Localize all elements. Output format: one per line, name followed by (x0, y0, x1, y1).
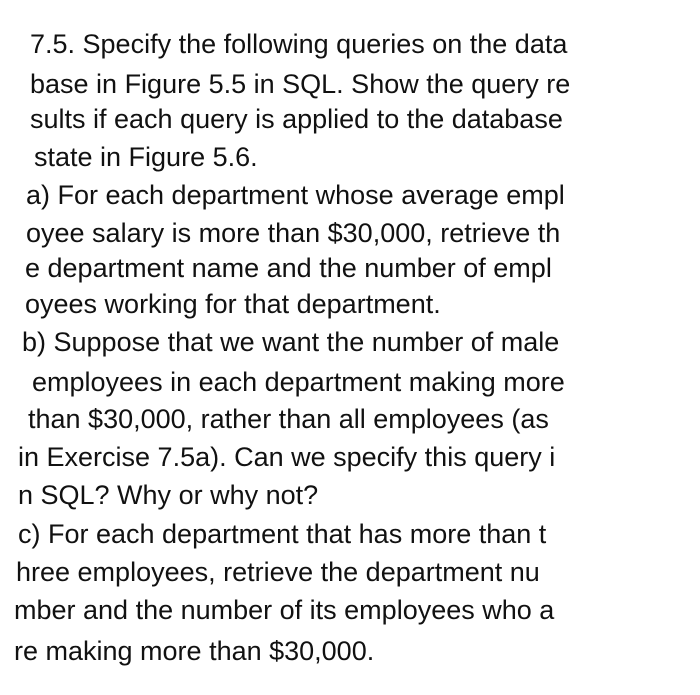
text-line: oyee salary is more than $30,000, retrieve th (26, 218, 561, 248)
text-line: n SQL? Why or why not? (18, 480, 319, 510)
text-line: mber and the number of its employees who a (14, 595, 555, 625)
text-line: hree employees, retrieve the department nu (16, 557, 540, 587)
text-line: e department name and the number of empl (25, 253, 552, 283)
text-line: base in Figure 5.5 in SQL. Show the query re (30, 69, 571, 99)
text-line: sults if each query is applied to the database (30, 104, 563, 134)
text-line: 7.5. Specify the following queries on the data (30, 29, 568, 59)
text-line: a) For each department whose average empl (26, 180, 565, 210)
text-line: state in Figure 5.6. (34, 142, 258, 172)
text-line: re making more than $30,000. (14, 636, 375, 666)
text-line: employees in each department making more (32, 367, 565, 397)
text-line: oyees working for that department. (25, 289, 441, 319)
text-line: b) Suppose that we want the number of male (22, 327, 560, 357)
text-line: c) For each department that has more than t (18, 519, 547, 549)
text-line: in Exercise 7.5a). Can we specify this query i (18, 442, 556, 472)
text-line: than $30,000, rather than all employees (as (28, 404, 549, 434)
